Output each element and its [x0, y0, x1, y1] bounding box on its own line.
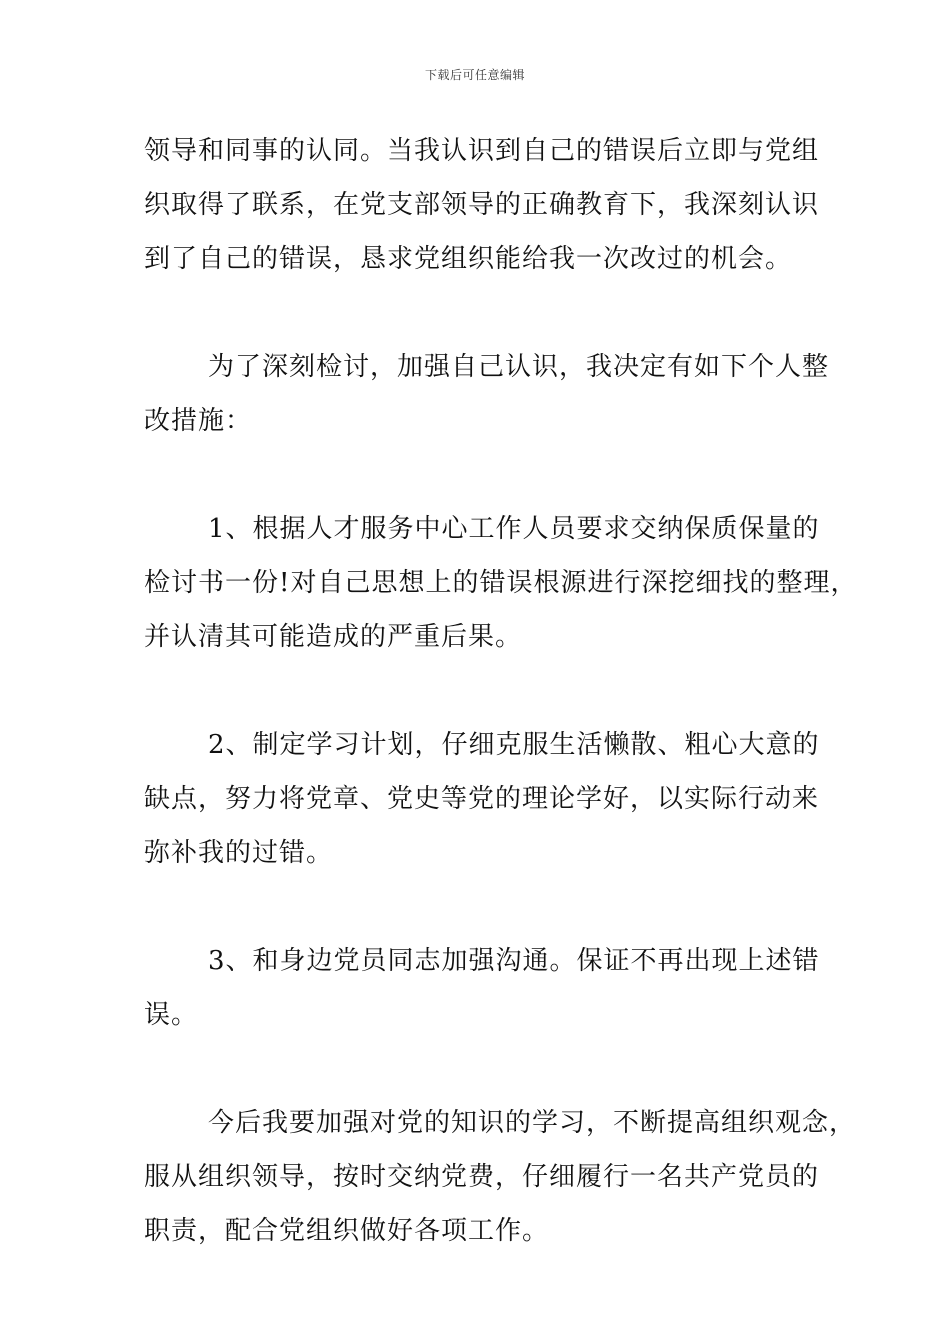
text-line: 今后我要加强对党的知识的学习，不断提高组织观念，: [208, 1108, 857, 1138]
text-line: 织取得了联系，在党支部领导的正确教育下，我深刻认识: [144, 190, 820, 220]
paragraph-measure-1: [144, 502, 858, 664]
paragraph-continuation: [144, 124, 820, 286]
text-line: 领导和同事的认同。当我认识到自己的错误后立即与党组: [144, 136, 820, 166]
text-line: 1、根据人才服务中心工作人员要求交纳保质保量的: [208, 514, 820, 544]
text-line: 3、和身边党员同志加强沟通。保证不再出现上述错: [208, 946, 820, 976]
text-line: 误。: [144, 1000, 199, 1030]
text-line: 检讨书一份!对自己思想上的错误根源进行深挖细找的整理，: [144, 568, 858, 598]
text-line: 职责，配合党组织做好各项工作。: [144, 1216, 550, 1246]
paragraph-measure-3: [144, 934, 820, 1042]
text-line: 改措施：: [144, 406, 253, 436]
text-line: 到了自己的错误，恳求党组织能给我一次改过的机会。: [144, 244, 793, 274]
text-line: 为了深刻检讨，加强自己认识，我决定有如下个人整: [208, 352, 830, 382]
paragraph-intro-measures: [144, 340, 830, 448]
text-line: 2、制定学习计划，仔细克服生活懒散、粗心大意的: [208, 730, 820, 760]
header-note: 下载后可任意编辑: [424, 68, 525, 82]
text-line: 缺点，努力将党章、党史等党的理论学好，以实际行动来: [144, 784, 820, 814]
text-line: 并认清其可能造成的严重后果。: [144, 622, 523, 652]
text-line: 弥补我的过错。: [144, 838, 334, 868]
document-body: [144, 124, 858, 1312]
paragraph-measure-2: [144, 718, 820, 880]
paragraph-conclusion: [144, 1096, 857, 1258]
text-line: 服从组织领导，按时交纳党费，仔细履行一名共产党员的: [144, 1162, 820, 1192]
